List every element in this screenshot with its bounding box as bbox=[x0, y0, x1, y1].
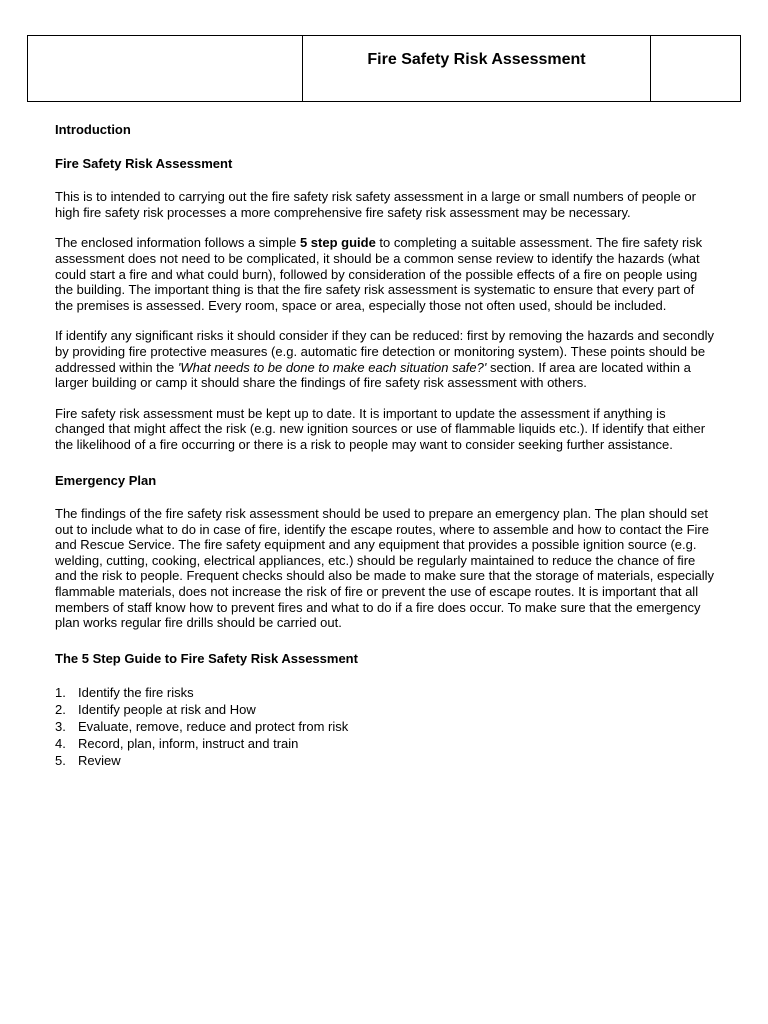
list-item bbox=[55, 718, 715, 735]
list-item-text: Review bbox=[78, 753, 121, 769]
list-item-number: 3. bbox=[55, 719, 66, 735]
intro-paragraph-2 bbox=[55, 235, 715, 313]
list-item bbox=[55, 684, 715, 701]
document-header-table bbox=[27, 35, 741, 102]
intro-p2-text-start: The enclosed information follows a simple bbox=[55, 235, 300, 251]
section-reference-italic: 'What needs to be done to make each situation safe?' bbox=[177, 359, 487, 375]
intro-p3-text-end: section. If area are located within a larger building or camp it should share the findings of fire safety risk assessment with others. bbox=[55, 359, 691, 391]
list-item-text: Identify people at risk and How bbox=[78, 702, 256, 718]
header-cell-right bbox=[651, 36, 740, 101]
five-step-list bbox=[55, 684, 715, 769]
intro-paragraph-1: This is to intended to carrying out the fire safety risk safety assessment in a large or small numbers of people or high fire safety risk processes a more comprehensive fire safety risk assessment may be necessary. bbox=[55, 189, 696, 220]
section-heading-five-step-guide: The 5 Step Guide to Fire Safety Risk Assessment bbox=[55, 650, 358, 666]
list-item-number: 2. bbox=[55, 702, 66, 718]
five-step-guide-emphasis: 5 step guide bbox=[299, 235, 376, 251]
list-item-number: 5. bbox=[55, 753, 66, 769]
intro-p3-text-start: If identify any significant risks it should consider if they can be reduced: first by removing the hazards and secondly by providing fire protective measures (e.g. automatic fire detection or monitoring system). These points should be addressed within the bbox=[55, 328, 715, 375]
list-item-text: Evaluate, remove, reduce and protect from risk bbox=[78, 719, 349, 735]
section-heading-emergency-plan: Emergency Plan bbox=[55, 472, 157, 488]
list-item-text: Identify the fire risks bbox=[78, 685, 194, 701]
intro-paragraph-4: Fire safety risk assessment must be kept up to date. It is important to update the assessment if anything is changed that might affect the risk (e.g. new ignition sources or use of flammable liquids etc.). If identify that either the likelihood of a fire occurring or there is a risk to people may want to consider seeking further assistance. bbox=[55, 405, 706, 452]
header-cell-left bbox=[28, 36, 303, 101]
intro-p2-text-end: to completing a suitable assessment. The fire safety risk assessment does not need to be complicated, it should be a common sense review to identify the hazards (what could start a fire and what could burn), followed by consideration of the possible effects of a fire on people using the building. The important thing is that the fire safety risk assessment is systematic to ensure that every part of the premises is assessed. Every room, space or area, especially those not often used, should be included. bbox=[55, 235, 703, 313]
document-body bbox=[55, 122, 715, 769]
list-item-number: 1. bbox=[55, 685, 66, 701]
list-item bbox=[55, 735, 715, 752]
list-item-number: 4. bbox=[55, 736, 66, 752]
list-item-text: Record, plan, inform, instruct and train bbox=[78, 736, 299, 752]
intro-paragraph-3 bbox=[55, 328, 715, 390]
list-item bbox=[55, 752, 715, 769]
subheading-fire-safety-risk-assessment: Fire Safety Risk Assessment bbox=[55, 155, 233, 171]
list-item bbox=[55, 701, 715, 718]
document-title: Fire Safety Risk Assessment bbox=[303, 36, 651, 101]
section-heading-introduction: Introduction bbox=[55, 122, 131, 137]
emergency-paragraph: The findings of the fire safety risk assessment should be used to prepare an emergency plan. The plan should set out to include what to do in case of fire, identify the escape routes, where to assemble and how to contact the Fire and Rescue Service. The fire safety equipment and any equipment that provides a possible ignition source (e.g. welding, cutting, cooking, electrical appliances, etc.) should be regularly maintained to reduce the chance of fire and the risk to people. Frequent checks should also be made to make sure that the storage of materials, especially flammable materials, does not increase the risk of fire or prevent the use of escape routes. It is important that all members of staff know how to prevent fires and what to do if a fire does occur. To make sure that the emergency plan works regular fire drills should be carried out. bbox=[55, 506, 715, 631]
